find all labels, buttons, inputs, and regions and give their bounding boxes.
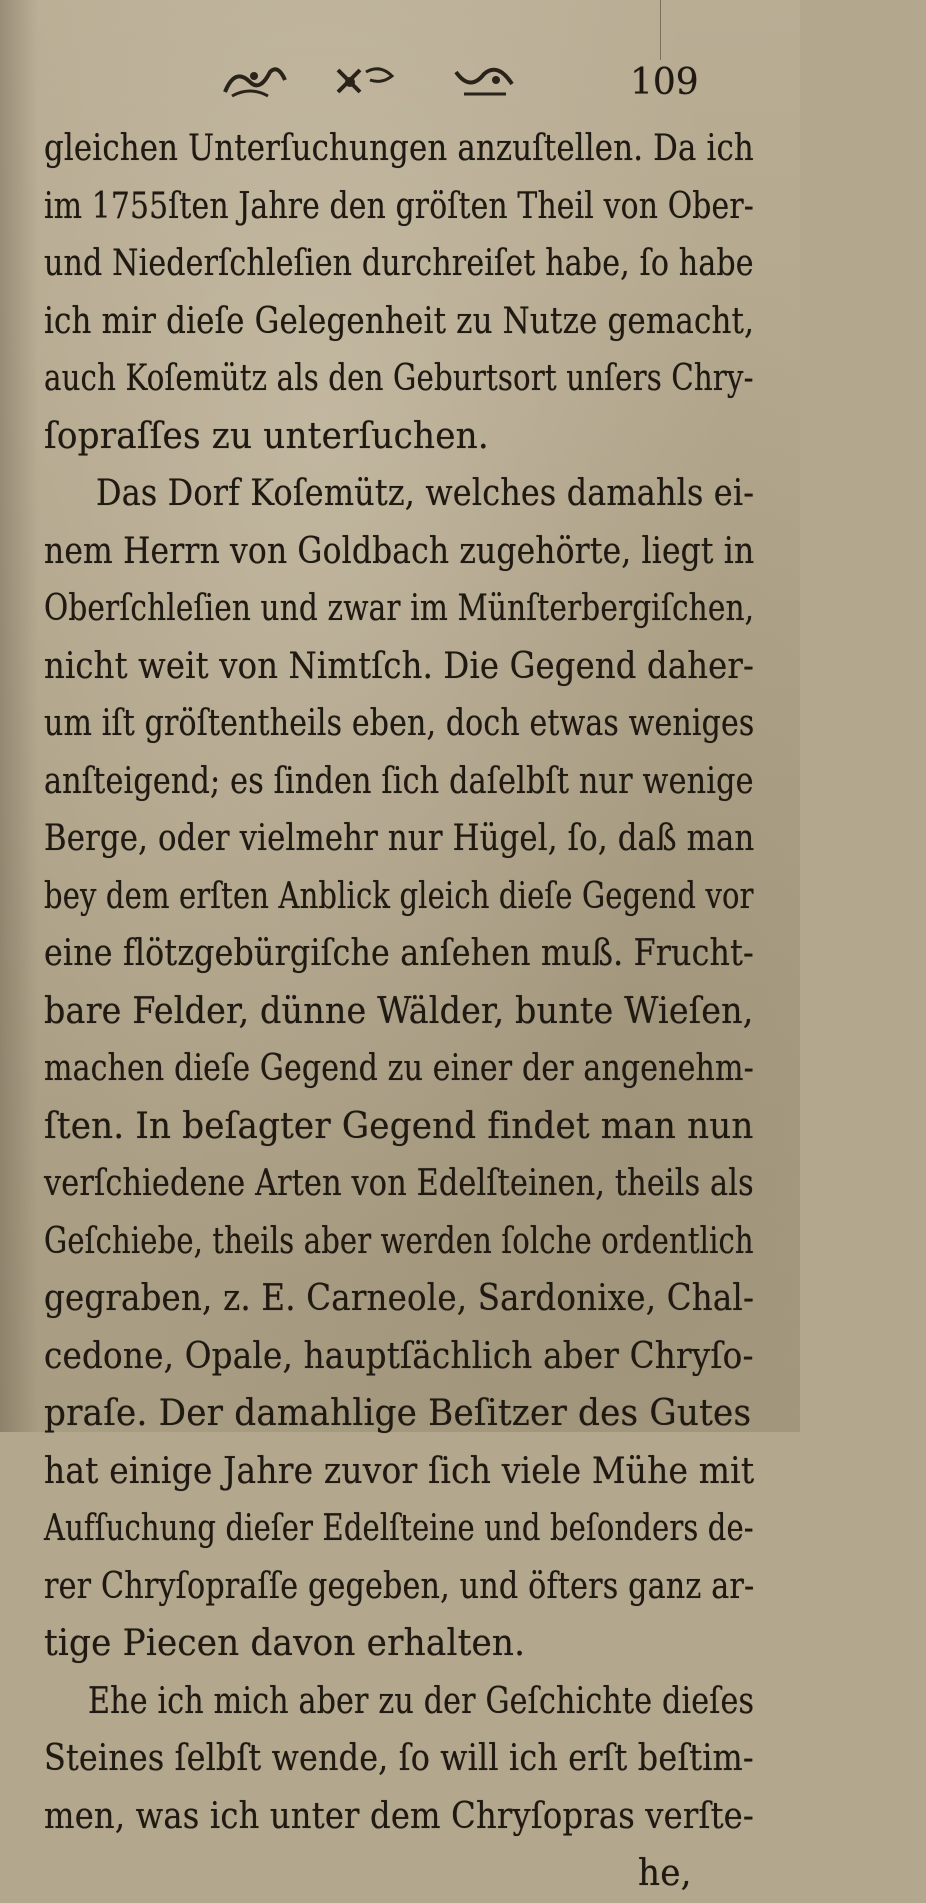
text-line: Geſchiebe, theils aber werden ſolche ordentlich xyxy=(44,1220,754,1262)
page-header xyxy=(220,62,760,108)
text-line: eine flötzgebürgiſche anſehen muß. Frucht- xyxy=(44,933,754,974)
text-line: Das Dorf Koſemütz, welches damahls ei- xyxy=(96,473,755,514)
text-line: und Niederſchleſien durchreiſet habe, ſo habe xyxy=(44,243,754,284)
text-line: praſe. Der damahlige Beſitzer des Gutes xyxy=(44,1393,752,1434)
page-edge-mark xyxy=(660,0,661,60)
text-line: ſopraſſes zu unterſuchen. xyxy=(44,415,489,457)
text-line: men, was ich unter dem Chryſopras verſte- xyxy=(44,1795,754,1837)
text-line: Ehe ich mich aber zu der Geſchichte dieſes xyxy=(88,1680,755,1722)
text-line: nicht weit von Nimtſch. Die Gegend daher- xyxy=(44,645,755,687)
ornament-flourish-icon xyxy=(220,62,290,102)
text-line: Berge, oder vielmehr nur Hügel, ſo, daß man xyxy=(44,818,755,859)
ornament-flourish-icon xyxy=(330,62,400,102)
text-line: hat einige Jahre zuvor ſich viele Mühe mit xyxy=(44,1450,755,1492)
text-line: gegraben, z. E. Carneole, Sardonixe, Chal- xyxy=(44,1278,755,1319)
text-line: anſteigend; es ſinden ſich daſelbſt nur wenige xyxy=(44,760,754,802)
ornament-flourish-icon xyxy=(450,62,520,102)
text-line: ich mir dieſe Gelegenheit zu Nutze gemacht, xyxy=(44,300,755,342)
text-line: nem Herrn von Goldbach zugehörte, liegt in xyxy=(44,530,755,572)
text-line: cedone, Opale, hauptſächlich aber Chryſo- xyxy=(44,1335,754,1377)
text-line: bey dem erſten Anblick gleich dieſe Gegend vor xyxy=(44,875,754,917)
body-text xyxy=(38,120,758,1903)
text-line: ſten. In beſagter Gegend findet man nun xyxy=(44,1105,754,1147)
page-gutter-shadow xyxy=(0,0,38,1432)
text-line: gleichen Unterſuchungen anzuſtellen. Da ich xyxy=(44,128,754,169)
text-line: machen dieſe Gegend zu einer der angenehm- xyxy=(44,1048,754,1089)
text-line: auch Koſemütz als den Geburtsort unſers Chry- xyxy=(44,358,754,399)
text-line: um iſt gröſtentheils eben, doch etwas weniges xyxy=(44,703,755,744)
text-line: verſchiedene Arten von Edelſteinen, theils als xyxy=(44,1163,754,1204)
page-number: 109 xyxy=(630,62,699,103)
text-line: Steines ſelbſt wende, ſo will ich erſt beſtim- xyxy=(44,1738,754,1779)
text-line: bare Felder, dünne Wälder, bunte Wieſen, xyxy=(44,990,754,1032)
catchword: he, xyxy=(638,1853,692,1894)
text-line: tige Piecen davon erhalten. xyxy=(44,1623,526,1664)
text-line: Aufſuchung dieſer Edelſteine und beſonders de- xyxy=(44,1508,754,1549)
text-line: im 1755ſten Jahre den gröſten Theil von Ober- xyxy=(44,185,754,227)
text-line: rer Chryſopraſſe gegeben, und öfters ganz ar- xyxy=(44,1565,755,1607)
text-line: Oberſchleſien und zwar im Münſterbergiſchen, xyxy=(44,588,755,629)
